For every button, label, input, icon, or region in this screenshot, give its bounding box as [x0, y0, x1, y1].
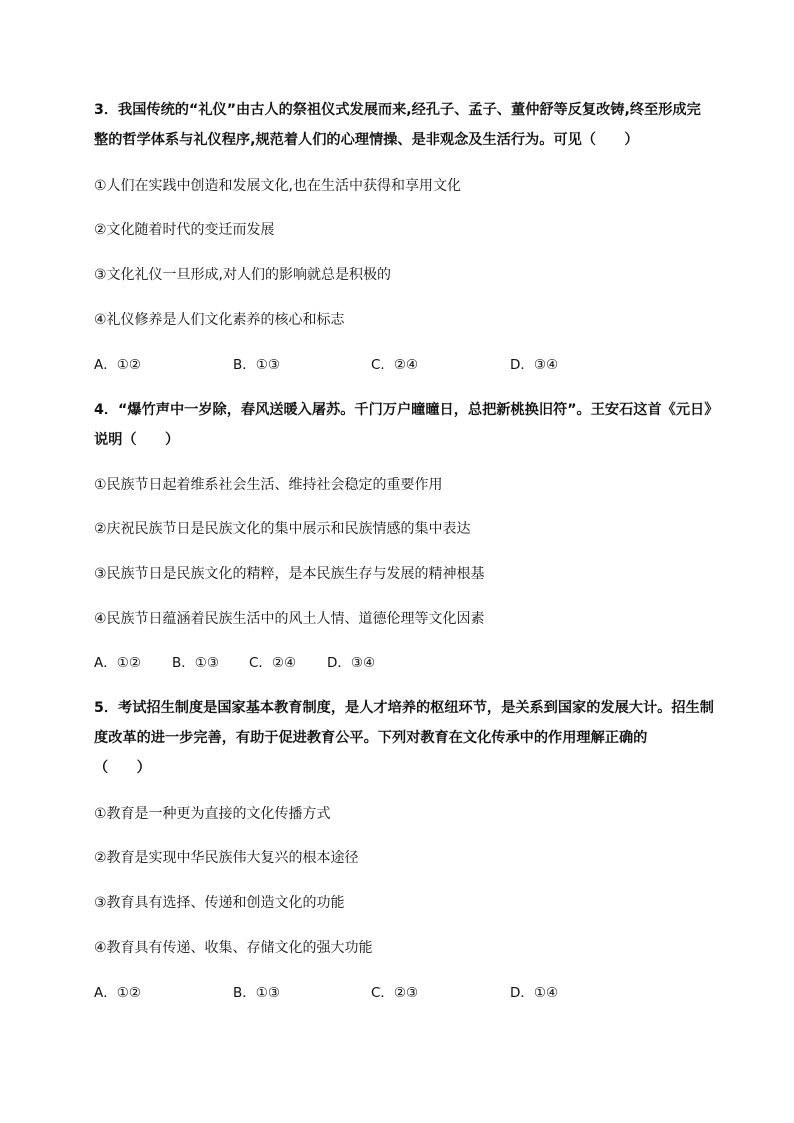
q3-option-3: ③文化礼仪一旦形成,对人们的影响就总是积极的 [94, 267, 391, 283]
q5-choice-d: D．①④ [510, 985, 559, 1001]
q4-option-4: ④民族节日蕴涵着民族生活中的风土人情、道德伦理等文化因素 [94, 611, 485, 627]
q4-option-1: ①民族节日起着维系社会生活、维持社会稳定的重要作用 [94, 477, 443, 493]
q3-stem-line-2: 整的哲学体系与礼仪程序,规范着人们的心理情操、是非观念及生活行为。可见（ ） [94, 132, 639, 148]
q3-option-4: ④礼仪修养是人们文化素养的核心和标志 [94, 312, 345, 328]
q5-stem-line-3: （ ） [94, 760, 151, 776]
q3-choice-b: B．①③ [233, 357, 280, 373]
q5-option-3: ③教育具有选择、传递和创造文化的功能 [94, 895, 345, 911]
q4-choice-a: A．①② [94, 655, 141, 671]
q4-choice-d: D．③④ [327, 655, 376, 671]
q3-choice-c: C．②④ [371, 357, 419, 373]
q3-choice-d: D．③④ [510, 357, 559, 373]
q5-choice-b: B．①③ [233, 985, 280, 1001]
q4-choice-c: C．②④ [249, 655, 297, 671]
q4-option-3: ③民族节日是民族文化的精粹，是本民族生存与发展的精神根基 [94, 566, 485, 582]
q4-option-2: ②庆祝民族节日是民族文化的集中展示和民族情感的集中表达 [94, 521, 471, 537]
q4-stem-line-2: 说明（ ） [94, 432, 180, 448]
q3-choice-a: A．①② [94, 357, 141, 373]
q3-option-2: ②文化随着时代的变迁而发展 [94, 222, 275, 238]
q3-option-1: ①人们在实践中创造和发展文化,也在生活中获得和享用文化 [94, 178, 461, 194]
q4-stem-line-1: 4．“爆竹声中一岁除，春风送暖入屠苏。千门万户曈曈日，总把新桃换旧符”。王安石这首《元日》 [94, 402, 719, 418]
q5-option-2: ②教育是实现中华民族伟大复兴的根本途径 [94, 850, 359, 866]
q3-stem-line-1: 3．我国传统的“礼仪”由古人的祭祖仪式发展而来,经孔子、孟子、董仲舒等反复改铸,终至形成完 [94, 102, 701, 118]
q5-option-4: ④教育具有传递、收集、存储文化的强大功能 [94, 940, 373, 956]
q5-choice-c: C．②③ [371, 985, 419, 1001]
q5-choice-a: A．①② [94, 985, 141, 1001]
q5-stem-line-1: 5．考试招生制度是国家基本教育制度，是人才培养的枢纽环节，是关系到国家的发展大计。招生制 [94, 700, 714, 716]
q4-choice-b: B．①③ [172, 655, 219, 671]
q5-stem-line-2: 度改革的进一步完善，有助于促进教育公平。下列对教育在文化传承中的作用理解正确的 [94, 730, 648, 746]
q5-option-1: ①教育是一种更为直接的文化传播方式 [94, 806, 331, 822]
